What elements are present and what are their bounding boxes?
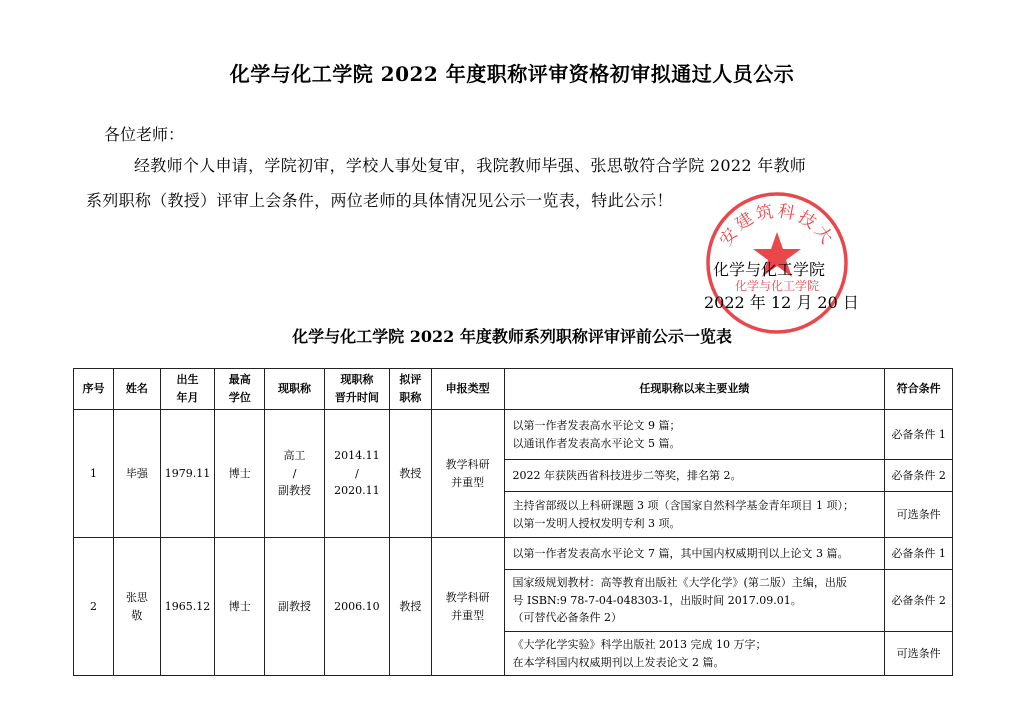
cell-achievement: 《大学化学实验》科学出版社 2013 完成 10 万字； 在本学科国内权威期刊以上发表论文 2 篇。 [504, 632, 885, 676]
cell-condition: 必备条件 2 [885, 460, 953, 492]
greeting: 各位老师： [104, 125, 185, 144]
paragraph-line-1: 经教师个人申请，学院初审，学校人事处复审，我院教师毕强、张思敬符合学院 2022 年教师 [134, 156, 807, 175]
cell-birth: 1965.12 [160, 538, 215, 676]
cell-condition: 必备条件 2 [885, 570, 953, 632]
cell-promotion-time: 2014.11 / 2020.11 [324, 410, 389, 538]
header-name: 姓名 [113, 369, 160, 410]
cell-promotion-time: 2006.10 [324, 538, 389, 676]
cell-name: 毕强 [113, 410, 160, 538]
cell-target-title: 教授 [389, 538, 431, 676]
header-birth: 出生 年月 [160, 369, 215, 410]
cell-target-title: 教授 [389, 410, 431, 538]
svg-text:安建筑科技大: 安建筑科技大 [716, 201, 838, 250]
table-row [74, 538, 953, 570]
cell-achievement: 主持省部级以上科研课题 3 项（含国家自然科学基金青年项目 1 项）； 以第一发明人授权发明专利 3 项。 [504, 492, 885, 538]
cell-achievement: 2022 年获陕西省科技进步二等奖，排名第 2。 [504, 460, 885, 492]
cell-application-type: 教学科研 并重型 [431, 538, 504, 676]
svg-text:化学与化工学院: 化学与化工学院 [734, 279, 820, 293]
header-promotion-time: 现职称 晋升时间 [324, 369, 389, 410]
table-row [74, 410, 953, 460]
document-title: 化学与化工学院 2022 年度职称评审资格初审拟通过人员公示 [229, 62, 795, 86]
cell-achievement: 以第一作者发表高水平论文 7 篇，其中国内权威期刊以上论文 3 篇。 [504, 538, 885, 570]
cell-birth: 1979.11 [160, 410, 215, 538]
candidate-table [73, 368, 953, 676]
cell-achievement: 国家级规划教材：高等教育出版社《大学化学》(第二版）主编，出版 号 ISBN:9 78-7-04-048303-1，出版时间 2017.09.01。 （可替代必备条件 2） [504, 570, 885, 632]
cell-name: 张思 敬 [113, 538, 160, 676]
cell-condition: 可选条件 [885, 492, 953, 538]
cell-current-title: 高工 / 副教授 [265, 410, 325, 538]
table-header-row [74, 369, 953, 410]
header-conditions: 符合条件 [885, 369, 953, 410]
header-application-type: 申报类型 [431, 369, 504, 410]
cell-application-type: 教学科研 并重型 [431, 410, 504, 538]
header-current-title: 现职称 [265, 369, 325, 410]
cell-achievement: 以第一作者发表高水平论文 9 篇； 以通讯作者发表高水平论文 5 篇。 [504, 410, 885, 460]
header-achievements: 任现职称以来主要业绩 [504, 369, 885, 410]
paragraph-line-2: 系列职称（教授）评审上会条件，两位老师的具体情况见公示一览表，特此公示！ [86, 191, 673, 210]
cell-condition: 必备条件 1 [885, 410, 953, 460]
table-title: 化学与化工学院 2022 年度教师系列职称评审评前公示一览表 [292, 327, 732, 346]
cell-degree: 博士 [215, 410, 265, 538]
header-seq: 序号 [74, 369, 114, 410]
cell-condition: 可选条件 [885, 632, 953, 676]
cell-degree: 博士 [215, 538, 265, 676]
signature-org: 化学与化工学院 [713, 260, 826, 279]
header-target-title: 拟评 职称 [389, 369, 431, 410]
cell-current-title: 副教授 [265, 538, 325, 676]
cell-condition: 必备条件 1 [885, 538, 953, 570]
cell-seq: 1 [74, 410, 114, 538]
cell-seq: 2 [74, 538, 114, 676]
signature-date: 2022 年 12 月 20 日 [704, 293, 859, 312]
header-degree: 最高 学位 [215, 369, 265, 410]
